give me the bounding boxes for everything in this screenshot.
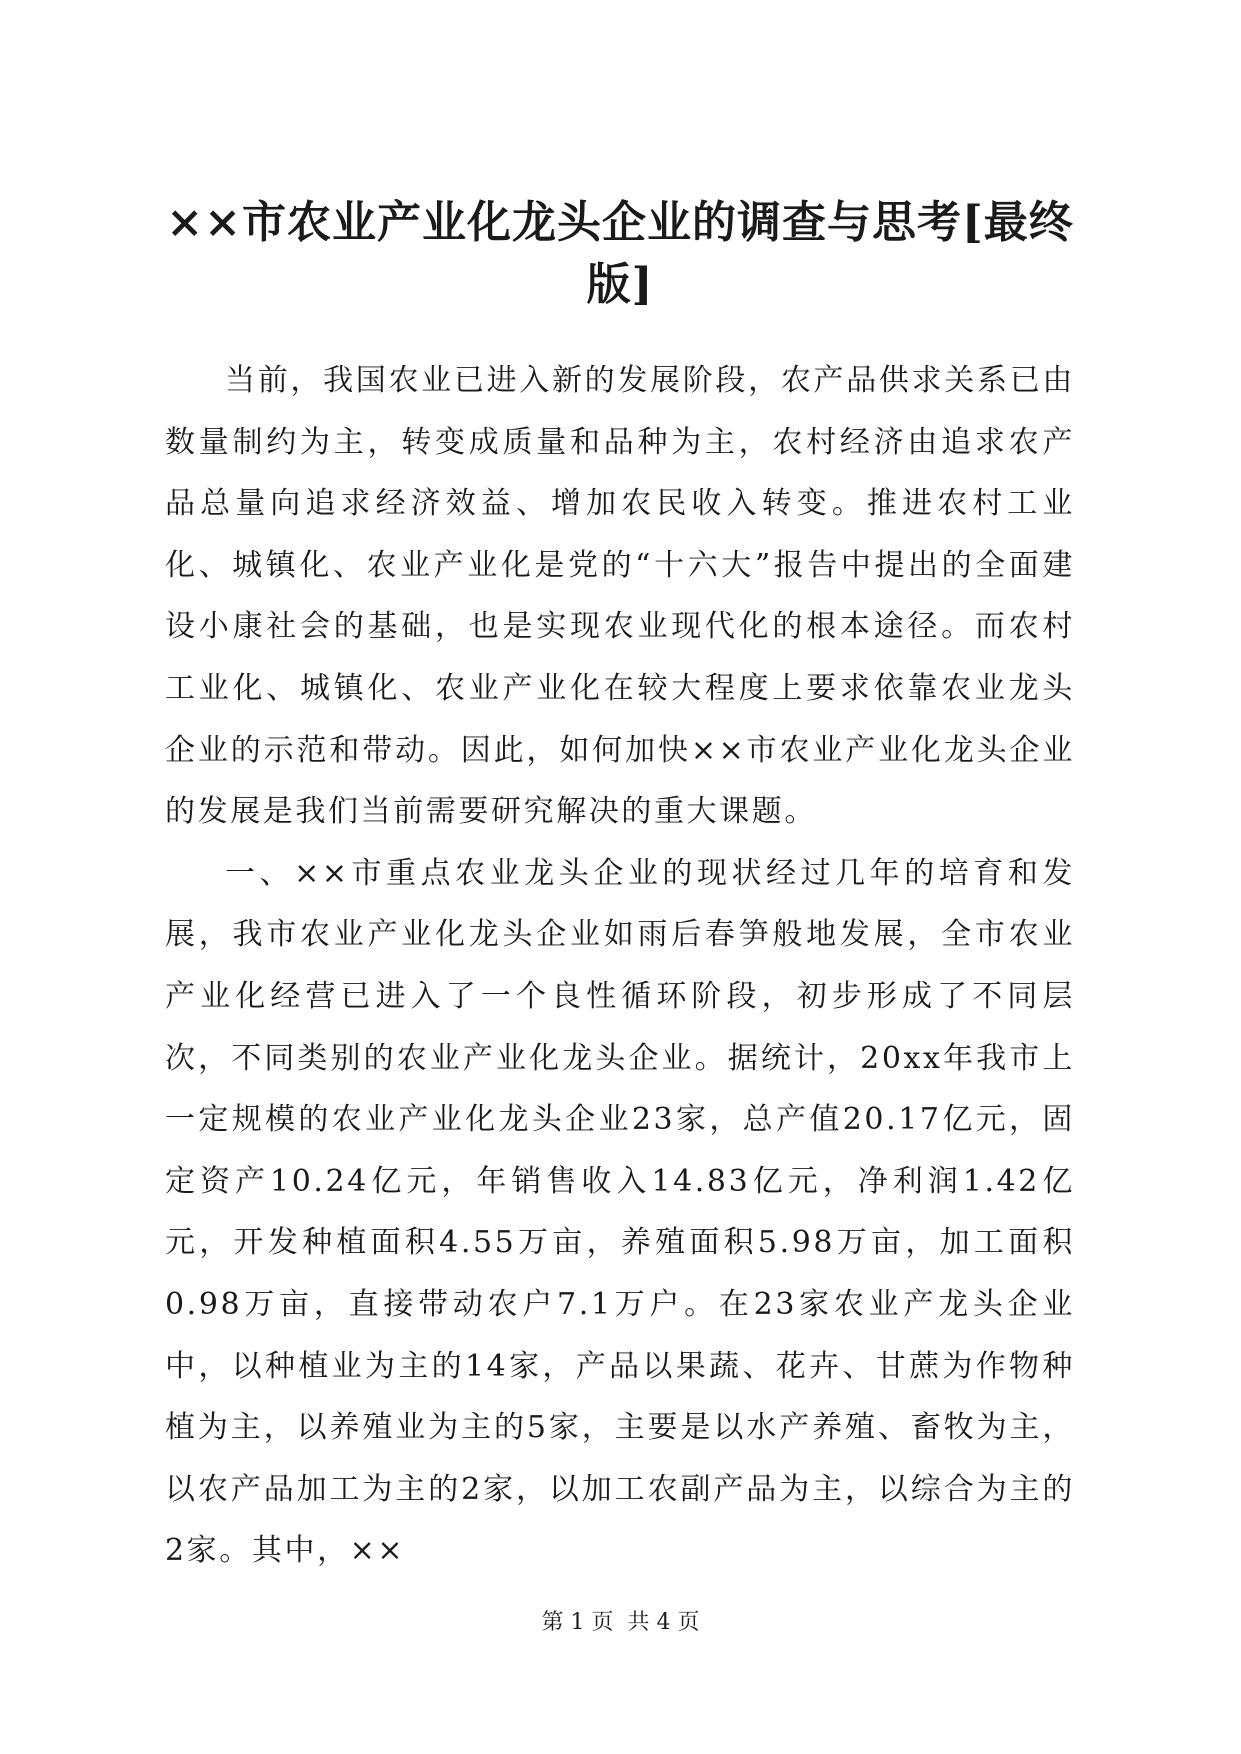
paragraph-status: 一、××市重点农业龙头企业的现状经过几年的培育和发展，我市农业产业化龙头企业如雨后春笋般地发展，全市农业产业化经营已进入了一个良性循环阶段，初步形成了不同层次，不同类别的农业产业化龙头企业。据统计，20xx年我市上一定规模的农业产业化龙头企业23家，总产值20.17亿元，固定资产10.24亿元，年销售收入14.83亿元，净利润1.42亿元，开发种植面积4.55万亩，养殖面积5.98万亩，加工面积0.98万亩，直接带动农户7.1万户。在23家农业产龙头企业中，以种植业为主的14家，产品以果蔬、花卉、甘蔗为作物种植为主，以养殖业为主的5家，主要是以水产养殖、畜牧为主，以农产品加工为主的2家，以加工农副产品为主，以综合为主的2家。其中，×× [165, 855, 1075, 1569]
page-footer [0, 1608, 1241, 1638]
page-number-label: 第 1 页 共 4 页 [541, 1610, 700, 1635]
paragraph-intro: 当前，我国农业已进入新的发展阶段，农产品供求关系已由数量制约为主，转变成质量和品种为主，农村经济由追求农产品总量向追求经济效益、增加农民收入转变。推进农村工业化、城镇化、农业产业化是党的“十六大”报告中提出的全面建设小康社会的基础，也是实现农业现代化的根本途径。而农村工业化、城镇化、农业产业化在较大程度上要求依靠农业龙头企业的示范和带动。因此，如何加快××市农业产业化龙头企业的发展是我们当前需要研究解决的重大课题。 [165, 363, 1075, 830]
document-title: ××市农业产业化龙头企业的调查与思考[最终版] [166, 197, 1074, 310]
document-body [165, 350, 1075, 1582]
